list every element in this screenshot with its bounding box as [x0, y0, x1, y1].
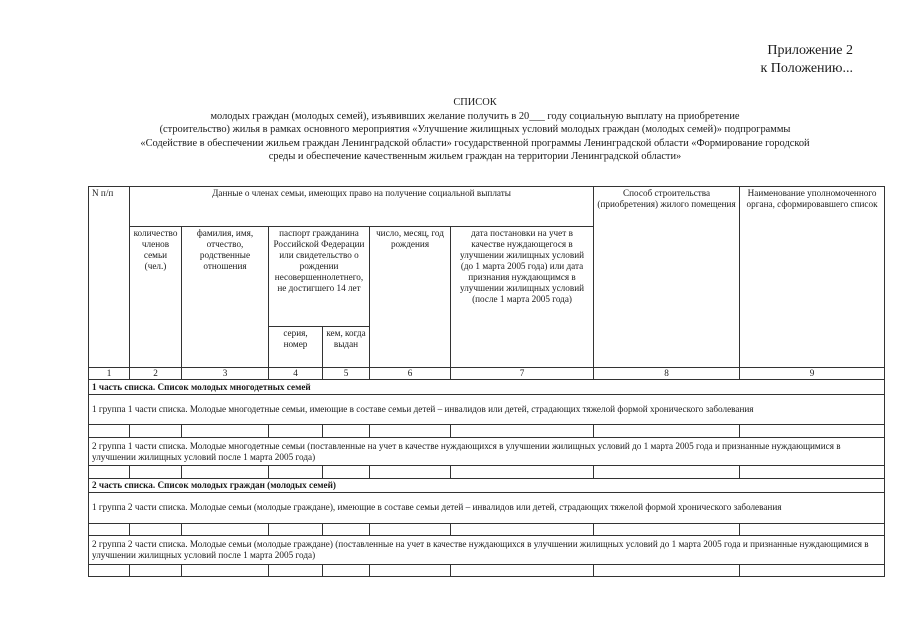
col2-header: количество членов семьи (чел.): [130, 226, 182, 367]
column-number: 5: [323, 368, 370, 380]
heading-line-4: среды и обеспечение качественным жильем граждан на территории Ленинградской области»: [268, 151, 682, 163]
part1-group1: 1 группа 1 части списка. Молодые многодетные семьи, имеющие в составе семьи детей – инвалидов или детей, страдающих тяжелой формой хронического заболевания: [89, 394, 885, 425]
heading-line-1: молодых граждан (молодых семей), изъявивших желание получить в 20___ году социальную выплату на приобретение: [210, 110, 740, 122]
part2-group2: 2 группа 2 части списка. Молодые семьи (молодые граждане) (поставленные на учет в качестве нуждающихся в улучшении жилищных условий до 1 марта 2005 года и признанные нуждающимися в улучшении жилищных условий после 1 марта 2005 года): [89, 536, 885, 565]
empty-data-row: [89, 425, 885, 437]
document-heading: [90, 96, 860, 164]
appendix-line-1: Приложение 2: [767, 43, 853, 58]
column-number: 6: [370, 368, 451, 380]
column-number: 7: [451, 368, 594, 380]
column-number: 8: [594, 368, 740, 380]
column-number: 1: [89, 368, 130, 380]
heading-line-2: (строительство) жилья в рамках основного мероприятия «Улучшение жилищных условий молодых граждан (молодых семей)» подпрограммы: [159, 124, 791, 136]
family-data-header: Данные о членах семьи, имеющих право на получение социальной выплаты: [130, 187, 594, 227]
group-row: [89, 394, 885, 425]
part2-title: 2 часть списка. Список молодых граждан (молодых семей): [89, 478, 885, 492]
part1-group2: 2 группа 1 части списка. Молодые многодетные семьи (поставленные на учет в качестве нуждающихся в улучшении жилищных условий до 1 марта 2005 года и признанные нуждающимися в улучшении жилищных условий после 1 марта 2005 года): [89, 437, 885, 466]
passport-header: паспорт гражданина Российской Федерации или свидетельство о рождении несовершеннолетнего, не достигшего 14 лет: [269, 226, 370, 326]
col3-header: фамилия, имя, отчество, родственные отношения: [182, 226, 269, 367]
column-number: 3: [182, 368, 269, 380]
part2-group1: 1 группа 2 части списка. Молодые семьи (молодые граждане), имеющие в составе семьи детей – инвалидов или детей, страдающих тяжелой формой хронического заболевания: [89, 493, 885, 524]
document-title: СПИСОК: [453, 97, 497, 108]
column-number: 4: [269, 368, 323, 380]
column-numbers-row: [89, 368, 885, 380]
col7-header: дата постановки на учет в качестве нуждающегося в улучшении жилищных условий (до 1 марта 2005 года) или дата признания нуждающимся в улучшении жилищных условий (после 1 марта 2005 года): [451, 226, 594, 367]
empty-data-row: [89, 564, 885, 576]
col8-header: Способ строительства (приобретения) жилого помещения: [594, 187, 740, 368]
col1-header: N п/п: [89, 187, 130, 368]
col9-header: Наименование уполномоченного органа, сформировавшего список: [740, 187, 885, 368]
column-number: 2: [130, 368, 182, 380]
group-row: [89, 493, 885, 524]
appendix-line-2: к Положению...: [760, 61, 853, 76]
empty-data-row: [89, 523, 885, 535]
col4-header: серия, номер: [269, 327, 323, 368]
group-row: [89, 437, 885, 466]
empty-data-row: [89, 466, 885, 478]
section-row: [89, 478, 885, 492]
col6-header: число, месяц, год рождения: [370, 226, 451, 367]
section-row: [89, 380, 885, 394]
heading-line-3: «Содействие в обеспечении жильем граждан Ленинградской области» государственной программы Ленинградской области «Формирование городской: [140, 137, 810, 149]
col5-header: кем, когда выдан: [323, 327, 370, 368]
column-number: 9: [740, 368, 885, 380]
header-row-1: [89, 187, 885, 227]
group-row: [89, 536, 885, 565]
family-list-table: [88, 186, 885, 577]
part1-title: 1 часть списка. Список молодых многодетных семей: [89, 380, 885, 394]
appendix-label: [760, 42, 853, 78]
